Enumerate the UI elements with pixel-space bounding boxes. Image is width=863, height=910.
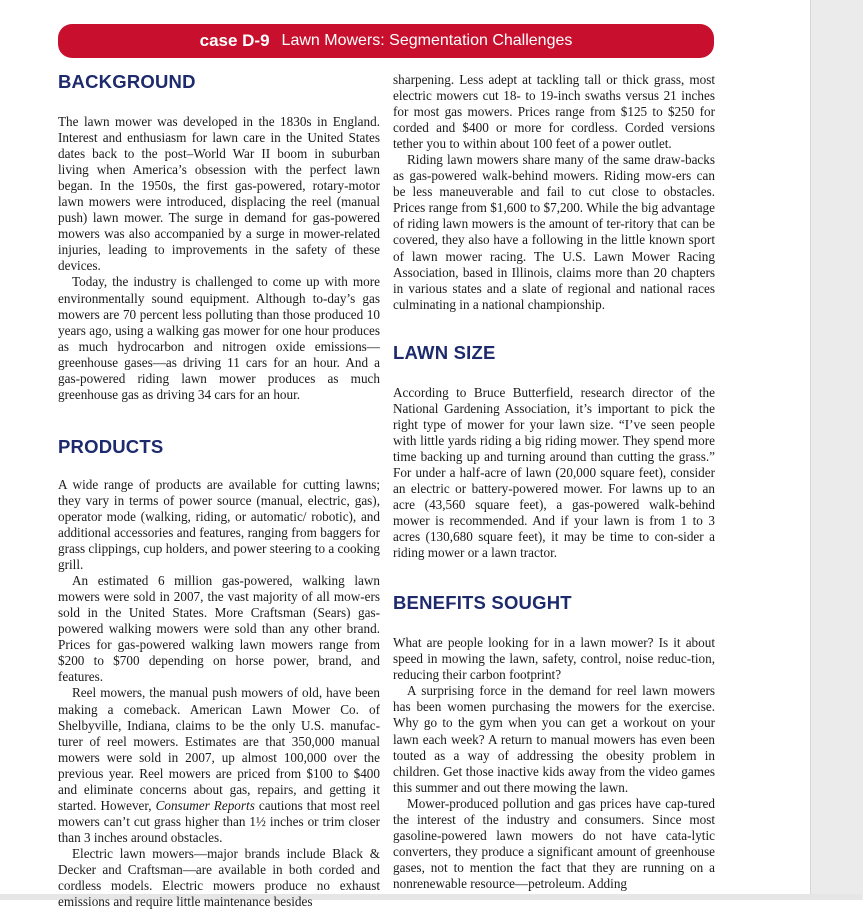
consumer-reports-title: Consumer Reports <box>155 797 255 813</box>
benefits-paragraph-1: What are people looking for in a lawn mower? Is it about speed in mowing the lawn, safety, control, noise reduc-tion, reducing their carbon footprint? <box>393 635 715 683</box>
left-column <box>58 64 380 910</box>
lawn-size-paragraph-1: According to Bruce Butterfield, research director of the National Gardening Association, it’s important to pick the right type of mower for your lawn size. “I’ve seen people with little yards riding a big riding mower. They spend more time backing up and turning around than cutting the grass.” For under a half-acre of lawn (20,000 square feet), consider an electric or battery-powered mower. For lawns up to an acre (43,560 square feet), a gas-powered walk-behind mower is recommended. And if your lawn is from 1 to 3 acres (130,680 square feet), it may be time to con-sider a riding mower or a lawn tractor. <box>393 384 715 561</box>
heading-benefits-sought: BENEFITS SOUGHT <box>393 592 572 614</box>
heading-lawn-size: LAWN SIZE <box>393 341 496 363</box>
products-p3-text-before: Reel mowers, the manual push mowers of old, have been making a comeback. American Lawn Mower Co. of Shelbyville, Indiana, claims to be the only U.S. manufac-turer of reel mowers. Estimates are that 350,000 manual mowers were sold in 2007, up almost 100,000 over the previous year. Reel mowers are priced from $100 to $400 and eliminate concerns about gas, repairs, and getting it started. However, <box>58 685 380 813</box>
case-banner <box>58 24 714 58</box>
products-paragraph-5: Riding lawn mowers share many of the same draw-backs as gas-powered walk-behind mowers. Riding mow-ers can be less maneuverable and fail to cut close to obstacles. Prices range from $1,600 to $7,200. While the big advantage of riding lawn mowers is the amount of ter-ritory that can be covered, they also have a following in the little known sport of lawn mower racing. The U.S. Lawn Mower Racing Association, based in Illinois, claims more than 20 chapters in various states and a slate of regional and national races culminating in a national championship. <box>393 152 715 312</box>
case-title: Lawn Mowers: Segmentation Challenges <box>281 32 573 49</box>
benefits-paragraph-2: A surprising force in the demand for reel lawn mowers has been women purchasing the mowers for the exercise. Why go to the gym when you can get a workout on your lawn each week? A return to manual mowers has even been touted as a way of addressing the obesity problem in children. Get those inactive kids away from the video games this summer and out there mowing the lawn. <box>393 683 715 795</box>
right-column <box>393 64 715 900</box>
heading-background: BACKGROUND <box>58 71 196 92</box>
products-paragraph-3 <box>58 685 380 845</box>
benefits-paragraph-3: Mower-produced pollution and gas prices have cap-tured the interest of the industry and consumers. Since most gasoline-powered lawn mowers do not have cata-lytic converters, they produce a significant amount of greenhouse gases, not to mention the fact that they are running on a nonrenewable resource—petroleum. Adding <box>393 795 715 891</box>
products-paragraph-1: A wide range of products are available for cutting lawns; they vary in terms of power source (manual, electric, gas), operator mode (walking, riding, or automatic/ robotic), and additional accessories and features, ranging from baggers for grass clippings, cup holders, and power steering to a cooking grill. <box>58 476 380 573</box>
products-paragraph-2: An estimated 6 million gas-powered, walking lawn mowers were sold in 2007, the vast majority of all mow-ers sold in the United States. More Craftsman (Sears) gas-powered walking mowers were sold than any other brand. Prices for gas-powered walking lawn mowers range from $200 to $700 depending on horse power, brand, and features. <box>58 573 380 685</box>
background-paragraph-2: Today, the industry is challenged to come up with more environmentally sound equipment. Although to-day’s gas mowers are 70 percent less polluting than those produced 10 years ago, using a walking gas mower for one hour produces as much hydrocarbon and nitrogen oxide emissions—greenhouse gases—as driving 11 cars for an hour. And a gas-powered riding lawn mower produces as much greenhouse gas as driving 34 cars for an hour. <box>58 274 380 402</box>
products-paragraph-4-continued: sharpening. Less adept at tackling tall or thick grass, most electric mowers cut 18- to 19-inch swaths versus 21 inches for most gas mowers. Prices range from $125 to $250 for corded and $400 or more for cordless. Corded versions tether you to within about 100 feet of a power outlet. <box>393 72 715 152</box>
case-id: case D-9 <box>199 31 270 50</box>
heading-products: PRODUCTS <box>58 435 164 457</box>
viewer-gutter <box>810 0 863 900</box>
products-p3-text-after: cautions that most reel mowers can’t cut grass higher than 1½ inches or trim closer than 3 inches around obstacles. <box>58 797 380 845</box>
background-paragraph-1: The lawn mower was developed in the 1830s in England. Interest and enthusiasm for lawn care in the United States dates back to the post–World War II boom in suburban living when America’s obsession with the perfect lawn began. In the 1950s, the first gas-powered, rotary-motor lawn mowers were introduced, displacing the reel (manual push) lawn mower. The surge in demand for gas-powered mowers was also accompanied by a surge in mower-related injuries, leading to improvements in the safety of these devices. <box>58 114 380 274</box>
products-paragraph-4: Electric lawn mowers—major brands include Black & Decker and Craftsman—are available in both corded and cordless models. Electric mowers produce no exhaust emissions and require little maintenance besides <box>58 845 380 910</box>
